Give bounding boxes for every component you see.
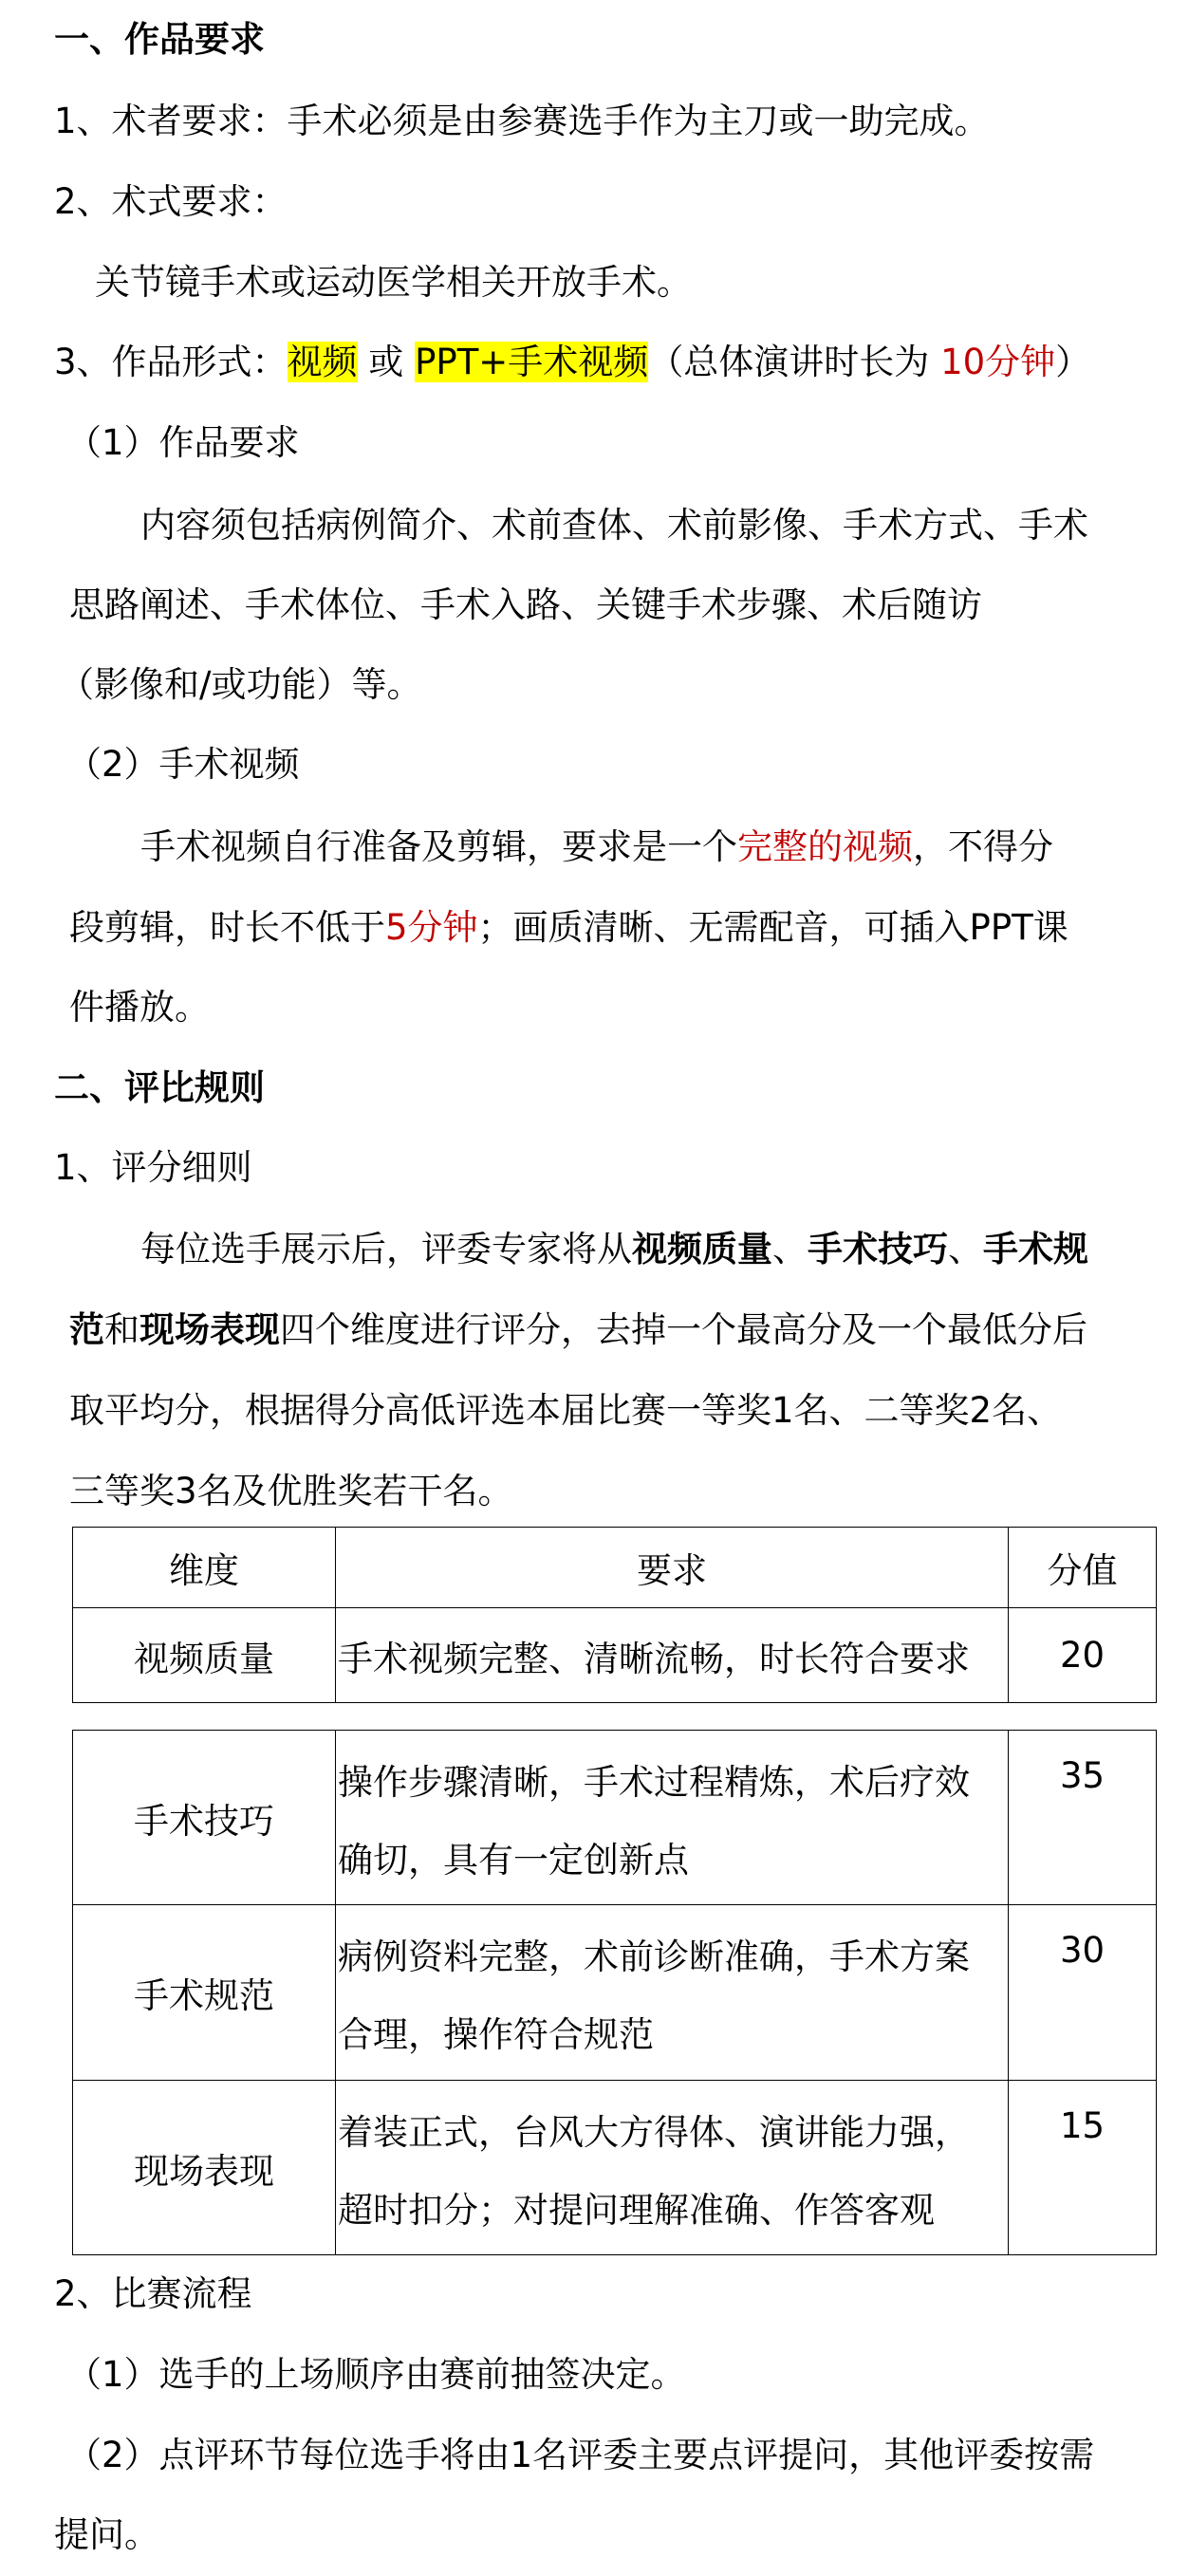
row-score: 15 — [1009, 2081, 1157, 2255]
row-score: 20 — [1009, 1608, 1157, 1703]
flow-item-2-line-2: 提问。 — [54, 2514, 159, 2555]
dimension-standard-end: 范 — [69, 1309, 104, 1350]
format-close-paren: ） — [1055, 342, 1091, 382]
format-or: 或 — [357, 342, 416, 382]
format-label: 3、作品形式： — [54, 342, 288, 382]
flow-item-2-line-1: （2）点评环节每位选手将由1名评委主要点评提问，其他评委按需 — [66, 2435, 1095, 2475]
scoring-para-rest: 四个维度进行评分，去掉一个最高分及一个最低分后 — [280, 1309, 1087, 1350]
row-score: 30 — [1009, 1905, 1157, 2081]
table-row — [73, 1905, 1157, 2081]
video-line-2 — [69, 905, 1068, 951]
video-line-1-end: ，不得分 — [913, 826, 1053, 867]
sep: 、 — [772, 1229, 808, 1269]
sep: 、 — [948, 1229, 983, 1269]
scoring-para-line-1 — [140, 1227, 1088, 1272]
req-line: 操作步骤清晰，手术过程精炼，术后疗效 — [338, 1762, 970, 1803]
video-min-duration: 5分钟 — [385, 907, 478, 948]
subsection-video-title: （2）手术视频 — [66, 744, 300, 785]
dimension-video-quality: 视频质量 — [632, 1229, 772, 1269]
format-duration-value: 10分钟 — [940, 342, 1056, 382]
table-row — [73, 2081, 1157, 2255]
header-dimension: 维度 — [73, 1528, 336, 1608]
req-line: 着装正式，台风大方得体、演讲能力强， — [338, 2112, 970, 2153]
row-dimension: 手术技巧 — [73, 1731, 336, 1905]
scoring-para-line-4: 三等奖3名及优胜奖若干名。 — [69, 1471, 513, 1511]
and-text: 和 — [104, 1309, 139, 1350]
row-requirement: 手术视频完整、清晰流畅，时长符合要求 — [336, 1608, 1009, 1703]
section-2-title: 二、评比规则 — [54, 1067, 265, 1108]
section-1-title: 一、作品要求 — [54, 19, 265, 60]
format-duration-label: （总体演讲时长为 — [648, 342, 941, 382]
dimension-standard: 手术规 — [983, 1229, 1088, 1269]
video-line-1-text: 手术视频自行准备及剪辑，要求是一个 — [140, 826, 737, 867]
scoring-table-header — [72, 1527, 1157, 1703]
scoring-rules-title: 1、评分细则 — [54, 1147, 252, 1188]
requirement-procedure-desc: 关节镜手术或运动医学相关开放手术。 — [95, 262, 692, 303]
row-dimension: 视频质量 — [73, 1608, 336, 1703]
subsection-content-title: （1）作品要求 — [66, 422, 300, 463]
req-line: 超时扣分；对提问理解准确、作答客观 — [338, 2190, 935, 2231]
format-option-ppt: PPT+手术视频 — [415, 342, 649, 382]
row-requirement — [336, 1905, 1009, 2081]
row-dimension: 现场表现 — [73, 2081, 336, 2255]
requirement-procedure: 2、术式要求： — [54, 181, 288, 222]
dimension-presentation: 现场表现 — [139, 1309, 280, 1350]
content-line-2: 思路阐述、手术体位、手术入路、关键手术步骤、术后随访 — [69, 584, 982, 625]
row-requirement — [336, 1731, 1009, 1905]
video-line-3: 件播放。 — [69, 987, 210, 1028]
requirement-format — [54, 340, 1090, 385]
content-line-3: （影像和/或功能）等。 — [59, 664, 422, 705]
video-line-1 — [140, 825, 1053, 870]
format-option-video: 视频 — [287, 342, 358, 382]
dimension-skill: 手术技巧 — [808, 1229, 948, 1269]
row-requirement — [336, 2081, 1009, 2255]
scoring-para-line-2 — [69, 1307, 1087, 1353]
video-complete-highlight: 完整的视频 — [737, 826, 913, 867]
req-line: 病例资料完整，术前诊断准确，手术方案 — [338, 1937, 970, 1977]
scoring-table-body — [72, 1730, 1157, 2255]
content-line-1: 内容须包括病例简介、术前查体、术前影像、手术方式、手术 — [140, 505, 1088, 546]
table-row — [73, 1731, 1157, 1905]
row-dimension: 手术规范 — [73, 1905, 336, 2081]
scoring-para-text: 每位选手展示后，评委专家将从 — [140, 1229, 632, 1269]
table-row — [73, 1608, 1157, 1703]
header-score: 分值 — [1009, 1528, 1157, 1608]
req-line: 确切，具有一定创新点 — [338, 1840, 689, 1881]
flow-item-1: （1）选手的上场顺序由赛前抽签决定。 — [66, 2354, 686, 2395]
header-requirement: 要求 — [336, 1528, 1009, 1608]
table-header-row — [73, 1528, 1157, 1608]
competition-flow-title: 2、比赛流程 — [54, 2273, 252, 2314]
video-line-2-end: ；画质清晰、无需配音，可插入PPT课 — [477, 907, 1068, 948]
req-line: 合理，操作符合规范 — [338, 2014, 654, 2055]
requirement-surgeon: 1、术者要求：手术必须是由参赛选手作为主刀或一助完成。 — [54, 101, 990, 141]
row-score: 35 — [1009, 1731, 1157, 1905]
scoring-para-line-3: 取平均分，根据得分高低评选本届比赛一等奖1名、二等奖2名、 — [69, 1390, 1063, 1431]
video-line-2-text: 段剪辑，时长不低于 — [69, 907, 385, 948]
